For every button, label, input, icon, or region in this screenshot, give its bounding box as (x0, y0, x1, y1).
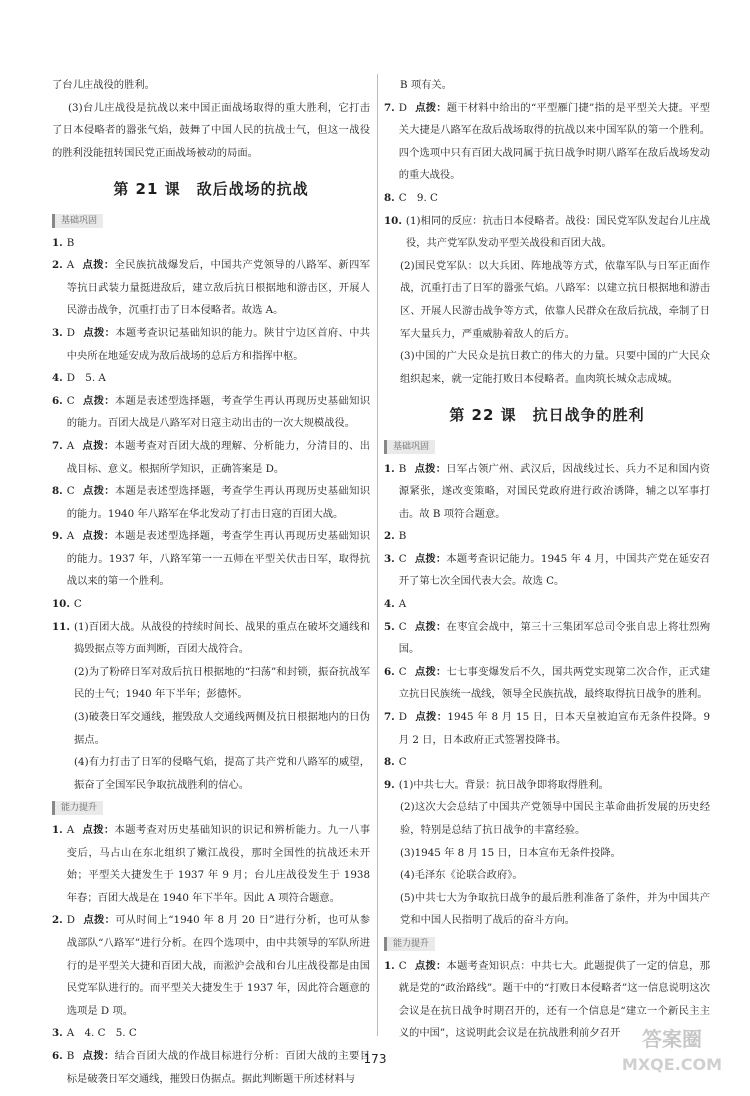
answer-choice: A (66, 439, 75, 452)
answer-choice: C (398, 665, 407, 678)
answer-body (67, 480, 370, 525)
hint-keyword: 点拨： (82, 1049, 115, 1062)
answer-text: 本题考查对历史基础知识的识记和辨析能力。九一八事变后，马占山在东北组织了嫩江战役，那时全国性的抗战还未开始；平型关大捷发生于 1937 年 9 月；台儿庄战役发生于 1938 年春；百团大战是在 1940 年下半年。因此 A 项符合题意。 (66, 824, 371, 904)
answer-number: 6. (384, 665, 395, 678)
answer-text: D 5. A (66, 372, 106, 385)
right-column (384, 74, 710, 1045)
answer-number: 2. (52, 259, 63, 272)
answer-body (399, 548, 710, 593)
answer-item (52, 367, 370, 390)
paragraph: (3)台儿庄战役是抗战以来中国正面战场取得的重大胜利，它打击了日本侵略者的嚣张气焰，鼓舞了中国人民的抗战士气，但这一战役的胜利没能扭转国民党正面战场被动的局面。 (52, 101, 370, 159)
answer-body (67, 1022, 370, 1045)
section-label: 基础巩固 (52, 214, 103, 228)
answer-number: 7. (384, 711, 395, 724)
answer-item (384, 774, 710, 797)
answer-text: 题干材料中给出的“平型雁门捷”指的是平型关大捷。平型关大捷是八路军在敌后战场取得的抗战以来中国军队的第一个胜利。四个选项中只有百团大战同属于抗日战争时期八路军在敌后战场发动的重大战役。 (398, 101, 710, 182)
answer-body (67, 367, 370, 390)
answer-text: 本题考查知识点：中共七大。此题提供了一定的信息，那就是党的“政治路线”。题干中的“打败日本侵略者”这一信息说明这次会议是在抗日战争时期召开的，还有一个信息是“建立一个新民主主义的中国”，这说明此会议是在抗战胜利前夕召开 (398, 959, 711, 1040)
hint-keyword: 点拨： (82, 394, 115, 407)
answer-number: 3. (384, 552, 395, 565)
hint-keyword: 点拨： (414, 620, 447, 633)
answer-item (384, 458, 710, 526)
answer-item (52, 254, 370, 322)
answer-item (52, 593, 370, 616)
section-label: 基础巩固 (384, 440, 435, 454)
answer-item (52, 1022, 370, 1045)
answer-text: 本题考查识记能力。1945 年 4 月，中国共产党在延安召开了第七次全国代表大会。故选 C。 (398, 552, 711, 588)
answer-number: 8. (52, 485, 63, 498)
answer-number: 1. (52, 236, 63, 249)
answer-body (399, 706, 710, 751)
hint-keyword: 点拨： (414, 552, 447, 565)
sub-answer: (2)为了粉碎日军对敌后抗日根据地的“扫荡”和封锁，振奋抗战军民的士气；1940 年下半年；彭德怀。 (74, 665, 370, 701)
answer-item (52, 435, 370, 480)
answer-text: 1945 年 8 月 15 日，日本天皇被迫宣布无条件投降。9 月 2 日，日本政府正式签署投降书。 (398, 711, 711, 746)
answer-choice: D (66, 914, 76, 927)
answer-item (52, 322, 370, 367)
answer-text: B (66, 236, 75, 249)
answer-number: 5. (384, 620, 395, 633)
answer-body (399, 661, 710, 706)
answer-choice: C (66, 485, 75, 498)
hint-keyword: 点拨： (414, 665, 447, 678)
answer-body (399, 751, 710, 774)
answer-body (74, 593, 370, 616)
sub-answer: (3)中国的广大民众是抗日救亡的伟大的力量。只要中国的广大民众组织起来，就一定能打败日本侵略者。血肉筑长城众志成城。 (400, 350, 710, 385)
answer-item (384, 210, 710, 255)
answer-choice: A (66, 259, 75, 272)
answer-choice: D (398, 101, 408, 114)
answer-number: 1. (52, 824, 63, 836)
answer-body (406, 210, 710, 255)
answer-body (67, 232, 370, 255)
answer-body (67, 819, 370, 909)
sub-answer: (1)百团大战。从战役的持续时间长、战果的重点在破坏交通线和捣毁据点等方面判断，百团大战符合。 (74, 620, 370, 656)
answer-text: A 4. C 5. C (66, 1027, 137, 1040)
column-divider (377, 74, 378, 1036)
hint-keyword: 点拨： (82, 439, 115, 452)
answer-text: 本题是表述型选择题，考查学生再认再现历史基础知识的能力。百团大战是八路军对日寇主动出击的一次大规模战役。 (66, 394, 371, 430)
answer-number: 1. (384, 959, 395, 972)
svg-text:答案圈: 答案圈 (642, 1027, 702, 1051)
answer-text: 本题考查识记基础知识的能力。陕甘宁边区首府、中共中央所在地延安成为敌后战场的总后方和指挥中枢。 (66, 326, 371, 362)
answer-body (399, 616, 710, 661)
answer-number: 6. (52, 394, 63, 407)
answer-number: 7. (52, 439, 63, 452)
answer-body (399, 97, 710, 187)
hint-keyword: 点拨： (83, 326, 116, 339)
section-label: 能力提升 (384, 937, 435, 951)
answer-text: 本题是表述型选择题，考查学生再认再现历史基础知识的能力。1937 年，八路军第一一五师在平型关伏击日军，取得抗战以来的第一个胜利。 (66, 530, 371, 588)
answer-body (67, 909, 370, 1022)
answer-item (384, 706, 710, 751)
answer-body (67, 390, 370, 435)
sub-answer: (4)有力打击了日军的侵略气焰，提高了共产党和八路军的威望，振奋了全国军民争取抗战胜利的信心。 (74, 756, 370, 791)
answer-body (399, 458, 710, 526)
answer-item (52, 390, 370, 435)
answer-body (399, 525, 710, 548)
answer-item (52, 909, 370, 1022)
left-column (52, 74, 370, 1090)
answer-text: B (398, 530, 407, 543)
answer-body (399, 593, 710, 616)
hint-keyword: 点拨： (83, 914, 116, 927)
hint-keyword: 点拨： (82, 824, 115, 836)
answer-item (384, 616, 710, 661)
answer-text: C 9. C (398, 191, 438, 204)
answer-number: 8. (384, 756, 395, 769)
answer-text: 本题是表述型选择题，考查学生再认再现历史基础知识的能力。1940 年八路军在华北发动了打击日寇的百团大战。 (66, 485, 371, 520)
answer-choice: B (398, 462, 407, 475)
sub-answer: (4)毛泽东《论联合政府》。 (400, 869, 523, 882)
answer-number: 9. (52, 530, 63, 543)
answer-choice: A (66, 824, 75, 836)
sub-answer: (5)中共七大为争取抗日战争的最后胜利准备了条件，并为中国共产党和中国人民指明了战后的奋斗方向。 (400, 891, 710, 927)
answer-number: 9. (384, 778, 395, 791)
answer-text: C (73, 598, 82, 611)
answer-choice: C (398, 959, 407, 972)
page-number: 173 (363, 1052, 387, 1066)
answer-number: 3. (52, 1027, 63, 1040)
sub-answer: (3)1945 年 8 月 15 日，日本宣布无条件投降。 (400, 846, 621, 859)
hint-keyword: 点拨： (414, 462, 447, 475)
answer-choice: C (66, 394, 75, 407)
answer-text: (1)相同的反应：抗击日本侵略者。战役：国民党军队发起台儿庄战役，共产党军队发动平型关战役和百团大战。 (405, 214, 710, 250)
answer-item (52, 232, 370, 255)
answer-body (399, 774, 710, 797)
answer-item (384, 97, 710, 187)
hint-keyword: 点拨： (414, 959, 447, 972)
answer-text: C (398, 756, 407, 769)
answer-text: (1)中共七大。背景：抗日战争即将取得胜利。 (398, 778, 609, 791)
paragraph: B 项有关。 (400, 79, 453, 91)
answer-item (384, 548, 710, 593)
answer-number: 7. (384, 101, 395, 114)
answer-body (67, 254, 370, 322)
paragraph: 了台儿庄战役的胜利。 (52, 79, 155, 91)
answer-item (384, 525, 710, 548)
answer-number: 6. (52, 1049, 63, 1062)
answer-item (384, 187, 710, 210)
answer-text: 本题考查对百团大战的理解、分析能力，分清目的、出战目标、意义。根据所学知识，正确答案是 D。 (66, 439, 371, 475)
answer-text: 全民族抗战爆发后，中国共产党领导的八路军、新四军等抗日武装力量挺进敌后，建立敌后抗日根据地和游击区，开展人民游击战争，沉重打击了日本侵略者。故选 A。 (66, 259, 371, 317)
answer-number: 8. (384, 191, 395, 204)
answer-number: 10. (384, 214, 402, 227)
lesson-title: 第 21 课 敌后战场的抗战 (113, 180, 309, 199)
watermark-logo-icon (612, 1020, 732, 1078)
answer-body (399, 187, 710, 210)
section-label: 能力提升 (52, 801, 103, 815)
answer-number: 11. (52, 620, 70, 633)
answer-number: 3. (52, 326, 63, 339)
hint-keyword: 点拨： (82, 259, 115, 272)
answer-text: 结合百团大战的作战目标进行分析：百团大战的主要目标是破袭日军交通线，摧毁日伪据点。据此判断题干所述材料与 (66, 1049, 371, 1085)
answer-body (67, 525, 370, 593)
sub-answer: (3)破袭日军交通线，摧毁敌人交通线两侧及抗日根据地内的日伪据点。 (74, 711, 370, 746)
hint-keyword: 点拨： (82, 485, 115, 498)
answer-choice: D (398, 711, 408, 724)
svg-text:MXQE.COM: MXQE.COM (621, 1055, 723, 1074)
sub-answer: (2)这次大会总结了中国共产党领导中国民主革命曲折发展的历史经验，特别是总结了抗日战争的丰富经验。 (400, 801, 710, 836)
answer-choice: C (398, 620, 407, 633)
hint-keyword: 点拨： (415, 711, 448, 724)
answer-number: 4. (384, 598, 395, 611)
answer-text: A (398, 598, 407, 611)
answer-item (384, 751, 710, 774)
answer-choice: B (66, 1049, 75, 1062)
answer-body (67, 435, 370, 480)
answer-item (52, 819, 370, 909)
answer-text: 七七事变爆发后不久，国共两党实现第二次合作，正式建立抗日民族统一战线，领导全民族抗战，最终取得抗日战争的胜利。 (398, 665, 711, 701)
answer-number: 10. (52, 598, 70, 611)
answer-text: 可从时间上“1940 年 8 月 20 日”进行分析，也可从参战部队“八路军”进行分析。在四个选项中，由中共领导的军队所进行的是平型关大捷和百团大战，而淞沪会战和台儿庄战役都是由国民党军队进行的。而平型关大捷发生于 1937 年，因此符合题意的选项是 D 项。 (66, 914, 370, 1017)
answer-text: 在枣宜会战中，第三十三集团军总司令张自忠上将壮烈殉国。 (398, 620, 711, 656)
hint-keyword: 点拨： (415, 101, 447, 114)
answer-choice: D (66, 326, 76, 339)
answer-item (52, 480, 370, 525)
lesson-title: 第 22 课 抗日战争的胜利 (449, 406, 645, 425)
answer-text: 日军占领广州、武汉后，因战线过长、兵力不足和国内资源紧张，遂改变策略，对国民党政府进行政治诱降，辅之以军事打击。故 B 项符合题意。 (398, 462, 711, 520)
answer-item (52, 525, 370, 593)
answer-body (67, 322, 370, 367)
answer-number: 2. (52, 914, 63, 927)
answer-choice: A (66, 530, 75, 543)
answer-choice: C (398, 552, 407, 565)
answer-number: 4. (52, 372, 63, 385)
answer-number: 2. (384, 530, 395, 543)
answer-item (384, 661, 710, 706)
answer-number: 1. (384, 462, 395, 475)
hint-keyword: 点拨： (82, 530, 115, 543)
answer-item (384, 593, 710, 616)
sub-answer: (2)国民党军队：以大兵团、阵地战等方式，依靠军队与日军正面作战，沉重打击了日军的嚣张气焰。八路军：以建立抗日根据地和游击区、开展人民游击战争等方式，依靠人民群众在敌后抗战，牵制了日军大量兵力，严重威胁着敌人的后方。 (400, 259, 710, 340)
